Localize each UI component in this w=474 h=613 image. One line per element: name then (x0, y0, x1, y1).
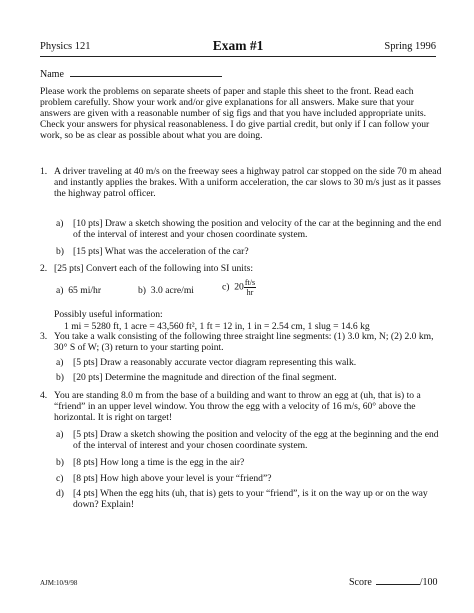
problem-text: A driver traveling at 40 m/s on the freeway sees a highway patrol car stopped on the side 70 m ahead and instantly applies the brakes. With a uniform acceleration, the car slows to 30 m/s just as it passes the highway patrol officer. (54, 166, 442, 200)
part-text: [4 pts] When the egg hits (uh, that is) gets to your “friend”, is it on the way up or on the way down? Explain! (73, 488, 428, 511)
info-label: Possibly useful information: (54, 309, 163, 320)
course-name: Physics 121 (40, 41, 91, 52)
part-text: [5 pts] Draw a sketch showing the position and velocity of the egg at the beginning and the end of the interval of interest and your chosen coordinate system. (73, 429, 439, 452)
convert-b: b) 3.0 acre/mi (138, 285, 194, 296)
part-text: [8 pts] How high above your level is your “friend”? (73, 473, 272, 484)
name-label: Name (40, 69, 64, 80)
unit-fraction: $\frac{ft/s}{hr}$ (244, 278, 256, 297)
header-rule (40, 56, 436, 57)
conversion-info: 1 mi = 5280 ft, 1 acre = 43,560 ft², 1 ft = 12 in, 1 in = 2.54 cm, 1 slug = 14.6 kg (64, 321, 370, 332)
header (40, 38, 436, 58)
score-blank[interactable] (376, 575, 420, 585)
problem-text: You take a walk consisting of the following three straight line segments: (1) 3.0 km, N; (2) 2.0 km, 30° S of W; (3) return to your starting point. (54, 331, 434, 354)
problem-number: 1. (40, 166, 48, 177)
exam-title: Exam #1 (212, 38, 264, 53)
name-blank[interactable] (70, 67, 222, 77)
problem-number: 4. (40, 390, 48, 401)
term: Spring 1996 (384, 41, 436, 52)
score-total: /100 (419, 577, 438, 588)
exam-page: Physics 121 Exam #1 Spring 1996 Name Please work the problems on separate sheets of paper and staple this sheet to the front. Read each problem carefully. Show your work and/or give explanations for all answers. Make sure that your answers are given with a reasonable number of sig figs and that you have included appropriate units. Check your answers for physical reasonableness. I do give partial credit, but only if I can follow your work, so be as clear as possible about what you are doing. 1. A driver traveling at 40 m/s on the freeway sees a highway patrol car stopped on the side 70 m ahead and instantly applies the brakes. With a uniform acceleration, the car slows to 30 m/s just as it passes the highway patrol officer. a) [10 pts] Draw a sketch showing the position and velocity of the car at the beginning and the end of the interval of interest and your chosen coordinate system. b) [15 pts] What was the acceleration of the car? 2. [25 pts] Convert each of the following into SI units: a) 65 mi/hr b) 3.0 acre/mi c) 20 $\frac{ft/s}{hr}$ Possibly useful information: 1 mi = 5280 ft, 1 acre = 43,560 ft², 1 ft = 12 in, 1 in = 2.54 cm, 1 slug = 14.6 kg 3. You take a walk consisting of the following three straight line segments: (1) 3.0 km, N; (2) 2.0 km, 30° S of W; (3) return to your starting point. a) [5 pts] Draw a reasonably accurate vector diagram representing this walk. b) [20 pts] Determine the magnitude and direction of the final segment. 4. You are standing 8.0 m from the base of a building and want to throw an egg at (uh, that is) to a “friend” in an upper level window. You throw the egg with a velocity of 16 m/s, 60° above the horizontal. It is right on target! a) [5 pts] Draw a sketch showing the position and velocity of the egg at the beginning and the end of the interval of interest and your chosen coordinate system. b) [8 pts] How long a time is the egg in the air? c) [8 pts] How high above your level is your “friend”? d) [4 pts] When the egg hits (uh, that is) gets to your “friend”, is it on the way up or on the way down? Explain! AJM:10/9/98 Score /100 (0, 0, 474, 613)
convert-a: a) 65 mi/hr (56, 285, 102, 296)
problem-text: You are standing 8.0 m from the base of a building and want to throw an egg at (uh, that is) to a “friend” in an upper level window. You throw the egg with a velocity of 16 m/s, 60° above the horizontal. It is right on target! (54, 390, 421, 424)
instructions: Please work the problems on separate sheets of paper and staple this sheet to the front. Read each problem carefully. Show your work and/or give explanations for all answers. Make sure that your answers are given with a reasonable number of sig figs and that you have included appropriate units. Check your answers for physical reasonableness. I do give partial credit, but only if I can follow your work, so be as clear as possible about what you are doing. (40, 86, 430, 142)
convert-c: c) 20 $\frac{ft/s}{hr}$ (222, 278, 256, 297)
score-label: Score (349, 577, 372, 588)
problem-number: 3. (40, 331, 48, 342)
part-text: [15 pts] What was the acceleration of the car? (73, 246, 249, 257)
part-text: [8 pts] How long a time is the egg in the air? (73, 457, 245, 468)
part-text: [20 pts] Determine the magnitude and direction of the final segment. (73, 372, 337, 383)
footer-code: AJM:10/9/98 (40, 579, 78, 587)
part-text: [10 pts] Draw a sketch showing the position and velocity of the car at the beginning and the end of the interval of interest and your chosen coordinate system. (73, 218, 442, 241)
problem-text: [25 pts] Convert each of the following into SI units: (54, 263, 254, 274)
name-field (40, 67, 222, 80)
part-text: [5 pts] Draw a reasonably accurate vector diagram representing this walk. (73, 357, 357, 368)
problem-number: 2. (40, 263, 48, 274)
score-field (349, 575, 438, 588)
